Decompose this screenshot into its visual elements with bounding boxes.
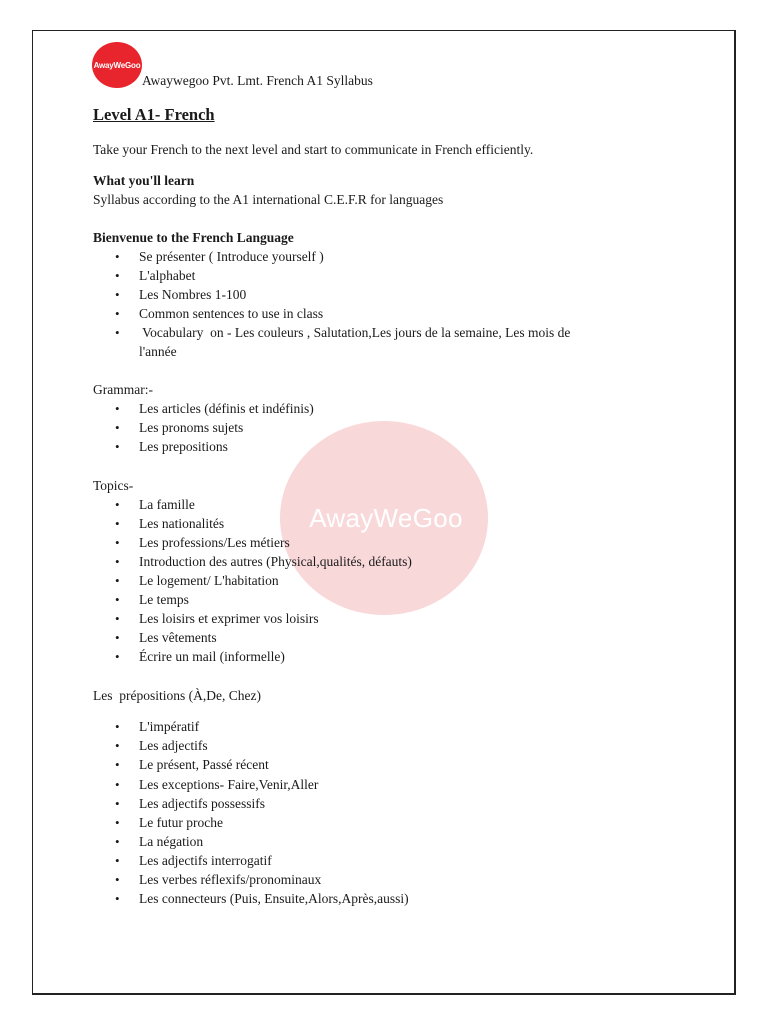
list-item bbox=[93, 736, 653, 755]
list-item bbox=[93, 437, 653, 456]
list-item bbox=[93, 247, 653, 266]
bullet: • bbox=[115, 573, 120, 588]
list-item bbox=[93, 552, 653, 571]
list-item bbox=[93, 571, 653, 590]
list-item-text: Écrire un mail (informelle) bbox=[139, 649, 285, 664]
bullet: • bbox=[115, 306, 120, 321]
list-item-text: Vocabulary on - Les couleurs , Salutation,Les jours de la semaine, Les mois de bbox=[139, 325, 571, 340]
list-item-text: Le logement/ L'habitation bbox=[139, 573, 279, 588]
bullet: • bbox=[115, 872, 120, 887]
learn-heading: What you'll learn bbox=[93, 173, 195, 188]
list-item bbox=[93, 813, 653, 832]
list-item bbox=[93, 304, 653, 323]
bullet: • bbox=[115, 630, 120, 645]
list-item bbox=[93, 514, 653, 533]
list-item-text: L'alphabet bbox=[139, 268, 196, 283]
bullet: • bbox=[115, 401, 120, 416]
list-item-text: Introduction des autres (Physical,qualités, défauts) bbox=[139, 554, 412, 569]
bullet: • bbox=[115, 592, 120, 607]
bullet: • bbox=[115, 757, 120, 772]
list-item-text: Les connecteurs (Puis, Ensuite,Alors,Après,aussi) bbox=[139, 891, 409, 906]
grammar-heading: Grammar:- bbox=[93, 382, 153, 397]
list-item bbox=[93, 323, 653, 342]
list-item-text: Les adjectifs bbox=[139, 738, 208, 753]
company-logo bbox=[92, 42, 142, 88]
list-item-text: La famille bbox=[139, 497, 195, 512]
list-item bbox=[93, 628, 653, 647]
bullet: • bbox=[115, 891, 120, 906]
watermark-text: AwayWeGoo bbox=[309, 502, 463, 533]
bullet: • bbox=[115, 535, 120, 550]
bullet: • bbox=[115, 796, 120, 811]
topics-heading: Topics- bbox=[93, 478, 134, 493]
list-item-text: Les verbes réflexifs/pronominaux bbox=[139, 872, 322, 887]
list-item-text: Les prepositions bbox=[139, 439, 228, 454]
list-item-text: Les professions/Les métiers bbox=[139, 535, 290, 550]
prepositions-heading: Les prépositions (À,De, Chez) bbox=[93, 688, 261, 703]
list-item bbox=[93, 717, 653, 736]
bienvenue-heading: Bienvenue to the French Language bbox=[93, 230, 294, 245]
bullet: • bbox=[115, 834, 120, 849]
list-item bbox=[93, 647, 653, 666]
list-item-text: Les exceptions- Faire,Venir,Aller bbox=[139, 777, 319, 792]
list-item bbox=[93, 889, 653, 908]
bullet: • bbox=[115, 325, 120, 340]
list-item-text: Le temps bbox=[139, 592, 189, 607]
list-item-text: Les nationalités bbox=[139, 516, 225, 531]
list-item-text: Se présenter ( Introduce yourself ) bbox=[139, 249, 324, 264]
bullet: • bbox=[115, 287, 120, 302]
bullet: • bbox=[115, 497, 120, 512]
list-item bbox=[93, 495, 653, 514]
list-item-continuation bbox=[93, 342, 653, 361]
list-item-text: La négation bbox=[139, 834, 204, 849]
list-item bbox=[93, 266, 653, 285]
list-item-text: Le futur proche bbox=[139, 815, 223, 830]
bullet: • bbox=[115, 649, 120, 664]
list-item-text: Les articles (définis et indéfinis) bbox=[139, 401, 314, 416]
list-item bbox=[93, 590, 653, 609]
bullet: • bbox=[115, 249, 120, 264]
bullet: • bbox=[115, 853, 120, 868]
logo-text: AwayWeGoo bbox=[93, 60, 141, 70]
list-item bbox=[93, 533, 653, 552]
bullet: • bbox=[115, 439, 120, 454]
page-title: Level A1- French bbox=[93, 105, 215, 124]
list-item-text: Les adjectifs interrogatif bbox=[139, 853, 272, 868]
document-header: Awaywegoo Pvt. Lmt. French A1 Syllabus bbox=[142, 73, 373, 88]
list-item bbox=[93, 285, 653, 304]
learn-text: Syllabus according to the A1 international C.E.F.R for languages bbox=[93, 192, 444, 207]
list-item-text: Common sentences to use in class bbox=[139, 306, 324, 321]
intro-text: Take your French to the next level and start to communicate in French efficiently. bbox=[93, 142, 534, 157]
list-item bbox=[93, 755, 653, 774]
bullet: • bbox=[115, 738, 120, 753]
list-item-text: Les loisirs et exprimer vos loisirs bbox=[139, 611, 319, 626]
list-item bbox=[93, 794, 653, 813]
bullet: • bbox=[115, 777, 120, 792]
bullet: • bbox=[115, 516, 120, 531]
list-item-text: l'année bbox=[139, 344, 177, 359]
bullet: • bbox=[115, 815, 120, 830]
list-item bbox=[93, 399, 653, 418]
list-item bbox=[93, 851, 653, 870]
bullet: • bbox=[115, 611, 120, 626]
list-item-text: Le présent, Passé récent bbox=[139, 757, 269, 772]
list-item-text: Les pronoms sujets bbox=[139, 420, 244, 435]
list-item-text: Les Nombres 1-100 bbox=[139, 287, 247, 302]
bullet: • bbox=[115, 420, 120, 435]
list-item-text: Les adjectifs possessifs bbox=[139, 796, 265, 811]
list-item-text: L'impératif bbox=[139, 719, 200, 734]
list-item bbox=[93, 609, 653, 628]
list-item bbox=[93, 870, 653, 889]
list-item bbox=[93, 832, 653, 851]
bullet: • bbox=[115, 554, 120, 569]
list-item bbox=[93, 775, 653, 794]
list-item bbox=[93, 418, 653, 437]
bullet: • bbox=[115, 268, 120, 283]
bullet: • bbox=[115, 719, 120, 734]
list-item-text: Les vêtements bbox=[139, 630, 217, 645]
